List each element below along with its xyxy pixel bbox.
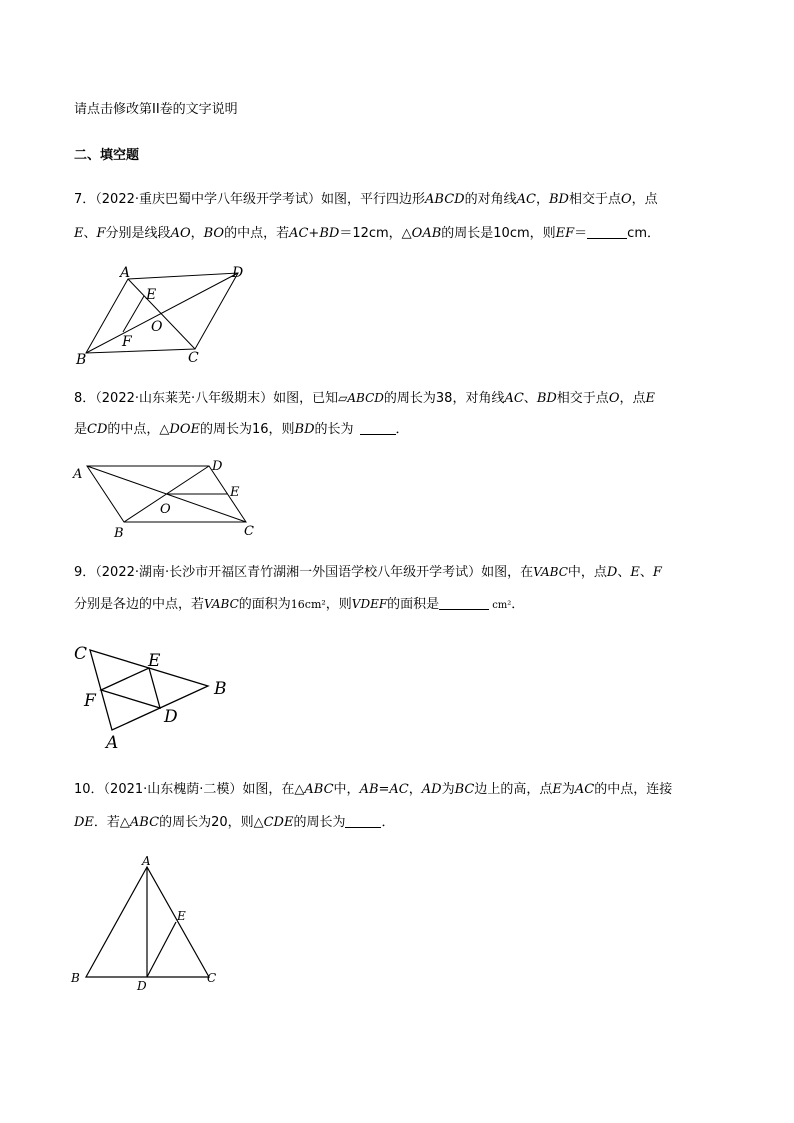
q9-line-2 (74, 594, 524, 616)
q9-text: 如图，在 (481, 565, 534, 580)
q8-var: DOE (169, 422, 200, 437)
q7-var: ABCD (425, 192, 465, 207)
q10-label-d: D (137, 979, 147, 993)
q7-number: 7． (74, 192, 96, 207)
q8-text: 、 (523, 391, 537, 406)
q9-number: 9． (74, 565, 96, 580)
q10-var: E (552, 782, 562, 797)
q9-text: 的面积是 (387, 597, 440, 612)
q9-text: ，则 (325, 597, 352, 612)
q7-text: ， (535, 192, 549, 207)
q8-figure-parallelogram (66, 458, 266, 540)
q10-figure-isosceles-triangle (66, 852, 226, 994)
q8-number: 8． (74, 391, 96, 406)
q8-text: 相交于点 (556, 391, 609, 406)
q9-label-d: D (164, 707, 178, 727)
q8-source: （2022·山东莱芜·八年级期末） (95, 391, 274, 406)
q8-var: CD (87, 422, 108, 437)
q10-var: AD (421, 782, 442, 797)
q7-text: 的周长是10cm，则 (441, 226, 556, 241)
q10-var: ABC (304, 782, 334, 797)
q8-text: △ (159, 422, 170, 437)
q7-var: F (96, 226, 106, 241)
q8-var: E (645, 391, 655, 406)
q8-text: ，点 (619, 391, 646, 406)
q8-text: 的周长为16，则 (199, 422, 295, 437)
q8-var: BD (536, 391, 557, 406)
q9-text: 、 (639, 565, 653, 580)
q8-label-e: E (230, 485, 240, 500)
q9-label-f: F (84, 691, 96, 711)
q8-label-d: D (212, 459, 223, 474)
q9-var: VDEF (351, 597, 388, 611)
q8-label-o: O (160, 502, 171, 517)
q7-text: 、 (83, 226, 97, 241)
q7-label-a: A (120, 265, 131, 281)
q8-text: 的长为 (314, 422, 354, 437)
q10-text: 的周长为20，则△ (159, 815, 264, 830)
q8-label-c: C (244, 524, 254, 539)
q10-text: 为 (561, 782, 575, 797)
q7-text: 分别是线段 (105, 226, 171, 241)
q9-source: （2022·湖南·长沙市开福区青竹湖湘一外国语学校八年级开学考试） (95, 565, 482, 580)
q7-text: 的中点，若 (224, 226, 290, 241)
q8-var: BD (294, 422, 315, 437)
q7-text: △ (401, 226, 412, 241)
q7-diagonal-ac (128, 279, 195, 349)
q10-var: BC (454, 782, 475, 797)
q9-answer-blank[interactable] (439, 595, 489, 610)
q10-number: 10． (74, 782, 104, 797)
q8-text: ． (395, 422, 409, 437)
q10-label-c: C (207, 971, 217, 985)
q8-text: 如图，已知 (273, 391, 339, 406)
q7-text: 的对角线 (464, 192, 517, 207)
q7-text: cm． (627, 226, 660, 241)
q7-var: AC+BD (289, 226, 340, 241)
q10-var: AC (574, 782, 595, 797)
q7-text: ＝12cm， (339, 226, 402, 241)
q10-line-2 (74, 813, 395, 833)
q8-var: AC (504, 391, 524, 406)
q7-text: ， (190, 226, 204, 241)
q10-answer-blank[interactable] (345, 813, 381, 828)
q10-text: 中， (333, 782, 360, 797)
q7-var: O (620, 192, 632, 207)
q9-text: 中，点 (567, 565, 607, 580)
q10-text: 的中点，连接 (594, 782, 673, 797)
q8-line-2 (74, 420, 409, 440)
q7-figure-parallelogram (70, 262, 260, 372)
q9-var: D (606, 565, 618, 580)
q7-text: ＝ (574, 226, 588, 241)
q7-line-2 (74, 224, 660, 244)
q9-text: 分别是各边的中点，若 (74, 597, 205, 612)
q7-text: 相交于点 (568, 192, 621, 207)
volume-note[interactable]: 请点击修改第II卷的文字说明 (74, 102, 238, 117)
q8-line-1 (74, 388, 655, 409)
q9-var: E (630, 565, 640, 580)
q9-label-c: C (74, 644, 88, 664)
q7-answer-blank[interactable] (587, 224, 627, 239)
q7-label-e: E (146, 287, 157, 303)
q7-label-b: B (76, 352, 87, 368)
q9-var: F (652, 565, 662, 580)
q8-text: 的周长为38，对角线 (383, 391, 505, 406)
q7-label-d: D (232, 265, 244, 281)
q7-var: OAB (411, 226, 442, 241)
q8-answer-blank[interactable] (360, 420, 396, 435)
q10-text: ．若△ (93, 815, 130, 830)
q7-var: AO (170, 226, 191, 241)
q9-label-a: A (106, 733, 119, 752)
q8-label-a: A (73, 467, 83, 482)
q10-line-1 (74, 780, 672, 800)
q7-segment-ef (123, 296, 144, 332)
q8-text: 的中点， (107, 422, 160, 437)
q9-label-e: E (148, 651, 161, 671)
q10-text: ， (408, 782, 422, 797)
q9-text: 的面积为 (238, 597, 291, 612)
q7-text: ，点 (631, 192, 658, 207)
q10-label-b: B (71, 971, 80, 985)
q10-var: DE (74, 815, 94, 830)
q9-figure-triangle (70, 640, 240, 752)
q9-label-b: B (214, 679, 227, 699)
q8-label-b: B (114, 526, 124, 540)
q9-line-1 (74, 562, 662, 583)
q7-var: AC (516, 192, 536, 207)
q9-text: 、 (617, 565, 631, 580)
q10-text: 的周长为 (293, 815, 346, 830)
q7-var: EF (555, 226, 575, 241)
q8-var: O (608, 391, 620, 406)
q7-line-1 (74, 190, 658, 210)
q8-var: ▱ABCD (338, 391, 384, 405)
q10-source: （2021·山东槐荫·二模） (103, 782, 243, 797)
q9-var: VABC (533, 565, 568, 579)
q10-text: ． (381, 815, 395, 830)
q9-text: ． (511, 597, 525, 612)
q10-var: ABC (129, 815, 160, 830)
q7-label-c: C (188, 350, 199, 366)
q7-var: BO (203, 226, 225, 241)
q9-unit: cm² (492, 600, 512, 611)
section-title: 二、填空题 (74, 148, 140, 163)
q7-text: 如图，平行四边形 (321, 192, 426, 207)
q10-text: 如图，在△ (242, 782, 305, 797)
q9-var: VABC (204, 597, 239, 611)
q10-label-a: A (142, 854, 151, 868)
q7-label-o: O (151, 319, 163, 335)
q7-var: BD (548, 192, 569, 207)
q7-source: （2022·重庆巴蜀中学八年级开学考试） (95, 192, 321, 207)
q10-var: CDE (263, 815, 294, 830)
q7-label-f: F (122, 334, 132, 350)
q10-text: 为 (441, 782, 455, 797)
q10-segment-de (147, 922, 176, 977)
q10-var: AB=AC (359, 782, 409, 797)
q10-label-e: E (177, 909, 186, 923)
q8-text: 是 (74, 422, 88, 437)
q10-text: 边上的高，点 (474, 782, 553, 797)
q7-var: E (74, 226, 84, 241)
q9-area-value: 16cm² (290, 598, 326, 611)
q9-triangle-def (101, 668, 160, 708)
